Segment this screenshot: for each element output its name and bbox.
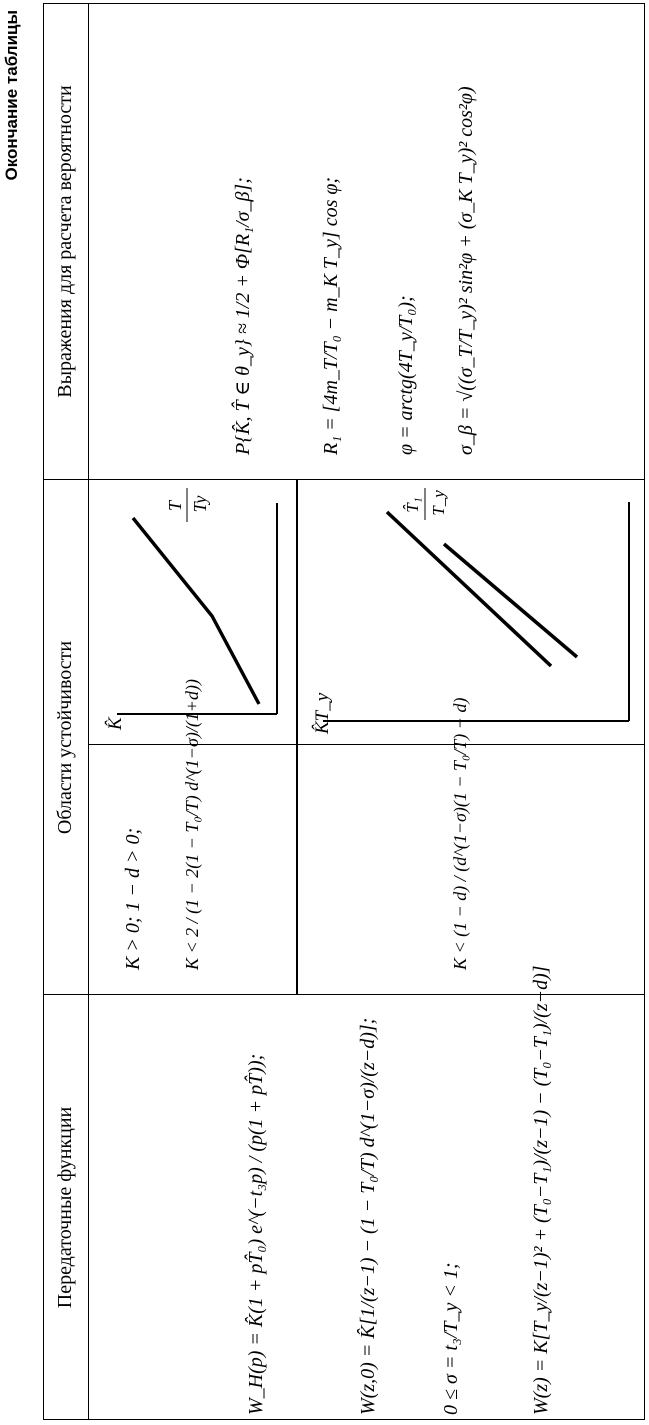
formula-r1: R₁ = [4m_T/T₀ − m_K T_y] cos φ;	[320, 176, 342, 455]
plot-2-x-label-num: T̂₁	[403, 497, 422, 513]
formula-wh: W_H(p) = K̂(1 + pT̂₀) e^(−t₃p) / (p(1 + pT̂));	[245, 1053, 267, 1415]
formula-wz0: W(z,0) = K̂[1/(z−1) − (1 − T₀/T) d^(1−σ)/(z−d)];	[357, 1017, 379, 1415]
column-divider-1	[43, 994, 645, 995]
condition-1-b: K < 2 / (1 − 2(1 − T₀/T) d^(1−σ)/(1+d))	[182, 679, 202, 970]
condition-1-a: K > 0; 1 − d > 0;	[122, 827, 144, 970]
stability-inner-divider	[88, 744, 645, 745]
header-stability-regions: Области устойчивости	[54, 640, 76, 835]
transfer-functions-cell	[95, 965, 640, 1415]
formula-probability: P{K̂, T̂ ∈ θ_y} ≈ 1/2 + Φ[R₁/σ_β];	[232, 177, 254, 455]
table-caption: Окончание таблицы	[2, 10, 21, 181]
formula-sigma: 0 ≤ σ = t₃/T_y < 1;	[440, 1262, 462, 1415]
stability-condition-1	[92, 679, 292, 990]
stability-plot-1	[89, 480, 296, 744]
plot-1-x-label	[165, 488, 210, 522]
plot-1-y-label: K̂	[105, 717, 126, 730]
formula-phi: φ = arctg(4T_y/T₀);	[395, 295, 417, 455]
plot-2-x-label-den: T_y	[429, 490, 448, 516]
stability-plot-2	[298, 480, 645, 744]
probability-cell	[95, 8, 640, 475]
header-transfer-functions: Передаточные функции	[54, 1106, 76, 1309]
plot-2-x-label	[403, 488, 448, 520]
plot-1-x-label-num: T	[165, 500, 185, 512]
plot-1-x-label-den: Ty	[190, 495, 210, 513]
formula-sigma-beta: σ_β = √((σ_T/T_y)² sin²φ + (σ_K T_y)² cos²φ)	[455, 86, 477, 455]
plot-2-y-label: K̂T_y	[312, 692, 333, 734]
formula-wz: W(z) = K[T_y/(z−1)² + (T₀−T₁)/(z−1) − (T₀−T₁)/(z−d)]	[530, 965, 552, 1415]
plot-1-boundary-curve	[133, 518, 259, 704]
header-probability-expressions: Выражения для расчета вероятности	[54, 85, 76, 398]
plot-2-lower-line	[444, 544, 577, 657]
plot-2-upper-line	[387, 512, 551, 666]
condition-2: K < (1 − d) / (d^(1−σ)(1 − T₀/T) − d)	[450, 697, 470, 970]
